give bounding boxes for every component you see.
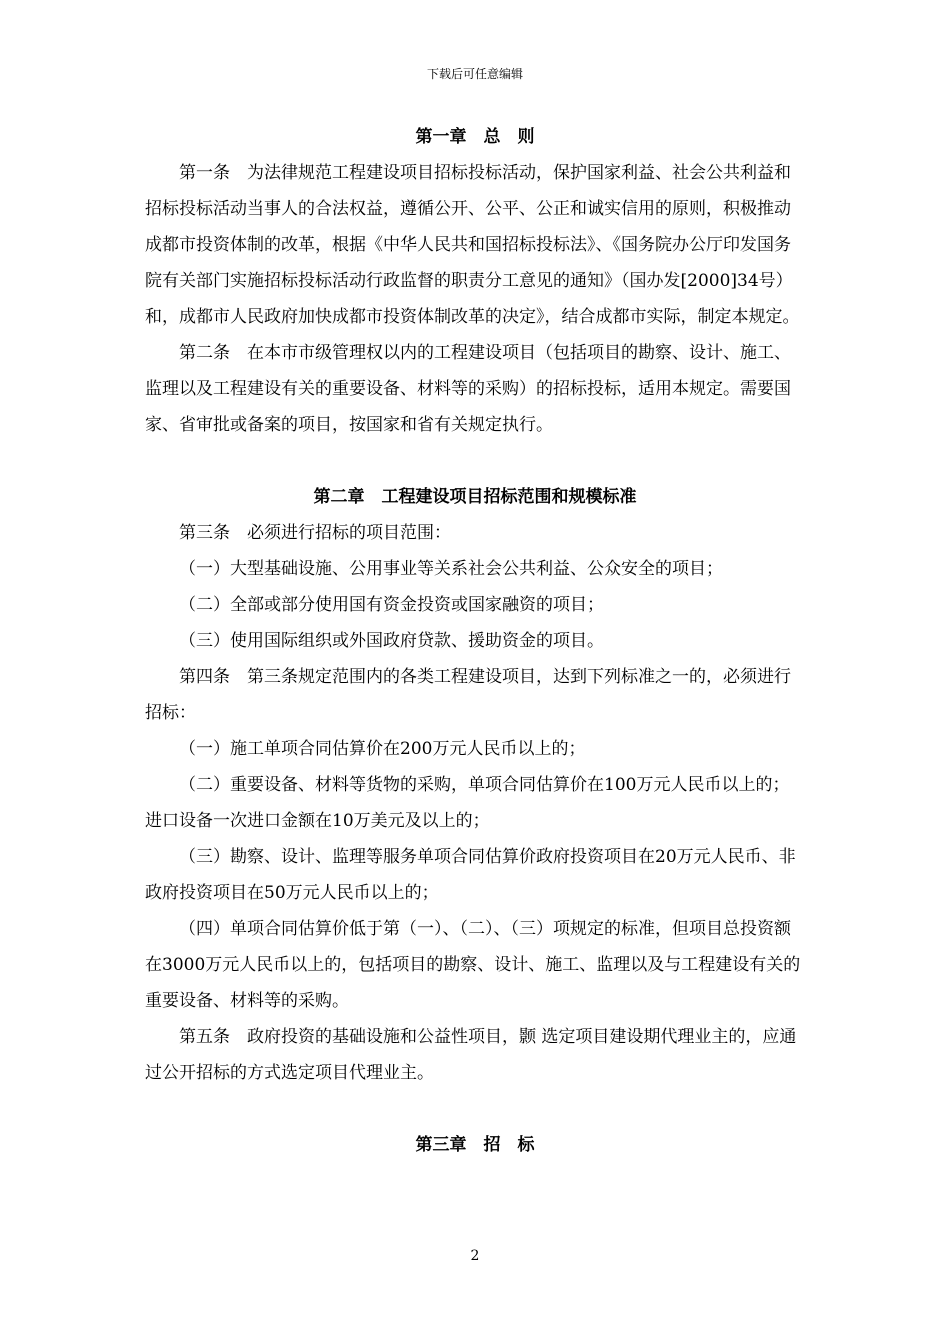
- chapter-title: 第一章 总 则: [415, 127, 535, 147]
- article-paragraph: 第二条 在本市市级管理权以内的工程建设项目（包括项目的勘察、设计、施工、监理以及工程建设有关的重要设备、材料等的采购）的招标投标，适用本规定。需要国家、省审批或备案的项目，按国家和省有关规定执行。: [145, 343, 791, 435]
- list-item: （一）大型基础设施、公用事业等关系社会公共利益、公众安全的项目；: [179, 559, 723, 579]
- list-item: （二）全部或部分使用国有资金投资或国家融资的项目；: [179, 595, 604, 615]
- article-paragraph: 第四条 第三条规定范围内的各类工程建设项目，达到下列标准之一的，必须进行招标：: [145, 667, 791, 723]
- article-paragraph: 第五条 政府投资的基础设施和公益性项目，颢 选定项目建设期代理业主的，应通过公开招标的方式选定项目代理业主。: [145, 1027, 797, 1083]
- page-number: 2: [470, 1248, 480, 1264]
- document-body: [145, 119, 805, 1163]
- article-paragraph: 第一条 为法律规范工程建设项目招标投标活动，保护国家利益、社会公共利益和招标投标活动当事人的合法权益，遵循公开、公平、公正和诚实信用的原则，积极推动成都市投资体制的改革，根据《中华人民共和国招标投标法》、《国务院办公厅印发国务院有关部门实施招标投标活动行政监督的职责分工意见的通知》（国办发[2000]34号）和，成都市人民政府加快成都市投资体制改革的决定》，结合成都市实际，制定本规定。: [145, 163, 800, 327]
- chapter-title: 第二章 工程建设项目招标范围和规模标准: [313, 487, 637, 507]
- list-item: （三）勘察、设计、监理等服务单项合同估算价政府投资项目在20万元人民币、非政府投资项目在50万元人民币以上的；: [145, 847, 796, 903]
- list-item: （一）施工单项合同估算价在200万元人民币以上的；: [179, 739, 586, 759]
- page-header: 下载后可任意编辑: [426, 67, 523, 81]
- list-item: （四）单项合同估算价低于第（一）、（二）、（三）项规定的标准，但项目总投资额在3000万元人民币以上的，包括项目的勘察、设计、施工、监理以及与工程建设有关的重要设备、材料等的采购。: [145, 919, 801, 1011]
- article-paragraph: 第三条 必须进行招标的项目范围：: [179, 523, 451, 543]
- list-item: （二）重要设备、材料等货物的采购，单项合同估算价在100万元人民币以上的；进口设备一次进口金额在10万美元及以上的；: [145, 775, 790, 831]
- chapter-title: 第三章 招 标: [415, 1135, 535, 1155]
- list-item: （三）使用国际组织或外国政府贷款、援助资金的项目。: [179, 631, 604, 651]
